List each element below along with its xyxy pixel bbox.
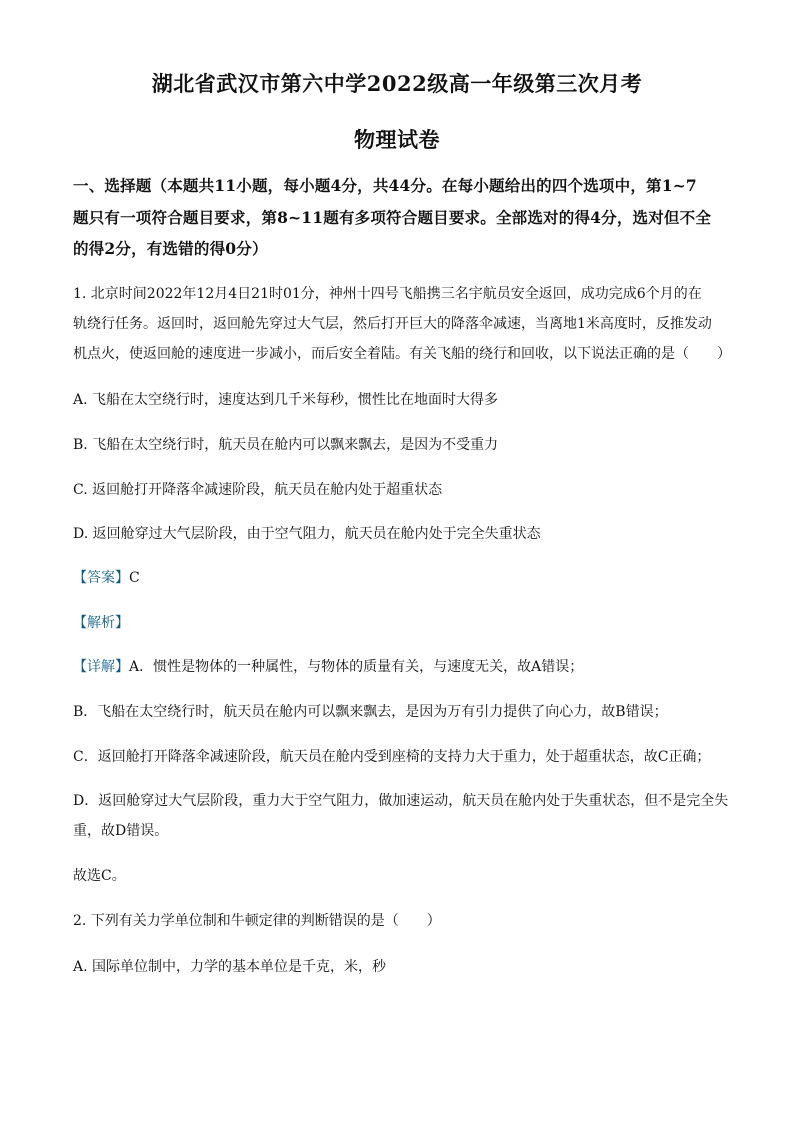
question-1-detail-d-line-1: D．返回舱穿过大气层阶段，重力大于空气阻力，做加速运动，航天员在舱内处于失重状态，但不是完全失 <box>73 793 729 809</box>
question-1-stem-line-3: 机点火，使返回舱的速度进一步减小，而后安全着陆。有关飞船的绕行和回收，以下说法正确的是（ ） <box>73 346 731 362</box>
question-1-option-a: A. 飞船在太空绕行时，速度达到几千米每秒，惯性比在地面时大得多 <box>73 392 499 408</box>
question-2-option-a: A. 国际单位制中，力学的基本单位是千克，米，秒 <box>73 959 387 975</box>
question-1-detail-b: B．飞船在太空绕行时，航天员在舱内可以飘来飘去，是因为万有引力提供了向心力，故B错误； <box>73 704 668 720</box>
question-1-stem-line-2: 轨绕行任务。返回时，返回舱先穿过大气层，然后打开巨大的降落伞减速，当离地1米高度时，反推发动 <box>73 316 712 332</box>
answer-value: C <box>129 570 140 586</box>
question-1-option-c: C. 返回舱打开降落伞减速阶段，航天员在舱内处于超重状态 <box>73 482 443 498</box>
exam-subtitle: 物理试卷 <box>354 127 440 152</box>
question-1-option-d: D. 返回舱穿过大气层阶段，由于空气阻力，航天员在舱内处于完全失重状态 <box>73 526 541 542</box>
detail-a-text: A．惯性是物体的一种属性，与物体的质量有关，与速度无关，故A错误； <box>129 659 584 675</box>
question-1-answer <box>73 568 733 588</box>
question-2-stem: 2. 下列有关力学单位制和牛顿定律的判断错误的是（ ） <box>73 913 441 929</box>
section-instructions-line-3: 的得2分，有选错的得0分） <box>73 239 268 258</box>
section-instructions-line-2: 题只有一项符合题目要求，第8~11题有多项符合题目要求。全部选对的得4分，选对但不全 <box>73 208 712 227</box>
detail-tag: 【详解】 <box>73 659 129 675</box>
question-1-detail-a <box>73 657 733 677</box>
question-1-option-b: B. 飞船在太空绕行时，航天员在舱内可以飘来飘去，是因为不受重力 <box>73 437 499 453</box>
exam-title: 湖北省武汉市第六中学2022级高一年级第三次月考 <box>151 71 643 96</box>
section-instructions-line-1: 一、选择题（本题共11小题，每小题4分，共44分。在每小题给出的四个选项中，第1~7 <box>73 176 697 195</box>
question-1-detail-c: C．返回舱打开降落伞减速阶段，航天员在舱内受到座椅的支持力大于重力，处于超重状态，故C正确； <box>73 749 711 765</box>
answer-tag: 【答案】 <box>73 570 129 586</box>
analysis-tag: 【解析】 <box>73 615 129 631</box>
question-1-stem-line-1: 1. 北京时间2022年12月4日21时01分，神州十四号飞船携三名宇航员安全返回，成功完成6个月的在 <box>73 286 702 302</box>
question-1-conclusion: 故选C。 <box>73 868 126 884</box>
question-1-detail-d-line-2: 重，故D错误。 <box>73 823 169 839</box>
question-1-analysis-heading <box>73 613 733 633</box>
